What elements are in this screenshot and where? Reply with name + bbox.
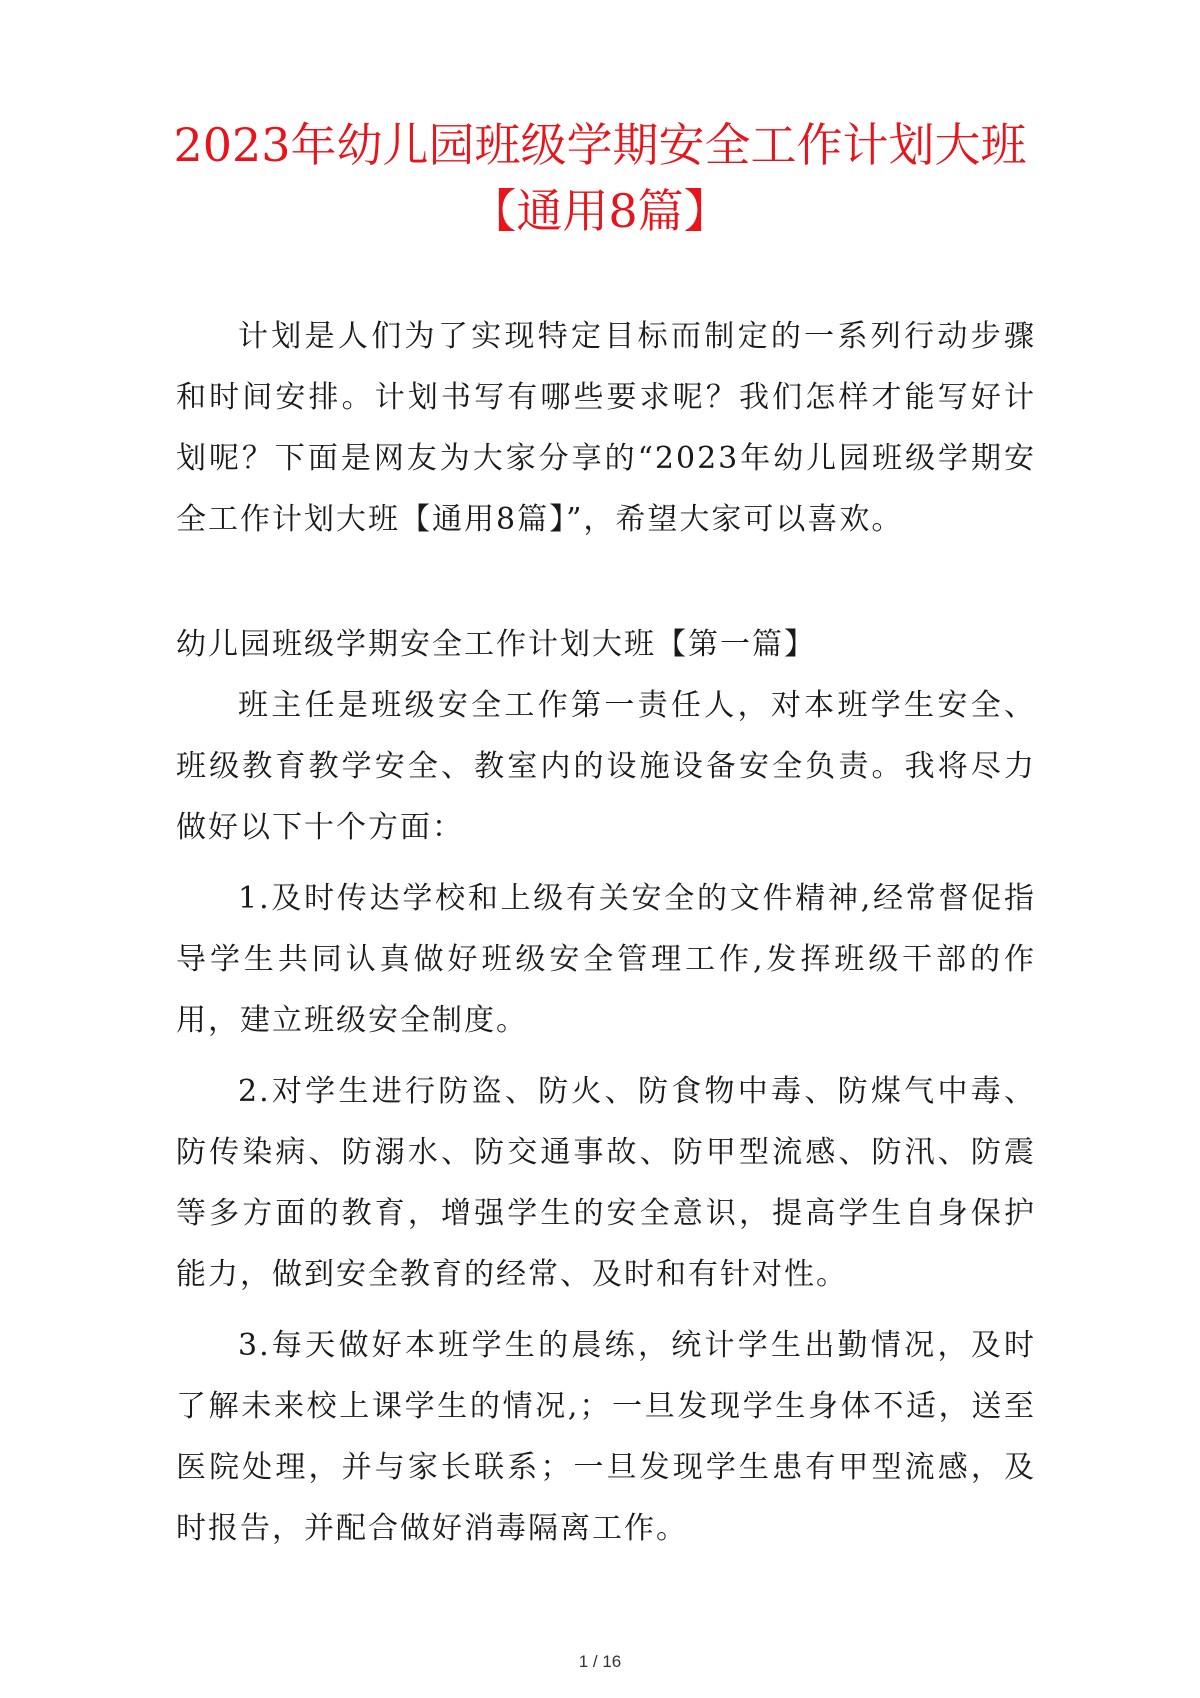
document-body — [176, 306, 1036, 1559]
section-heading: 幼儿园班级学期安全工作计划大班【第一篇】 — [176, 627, 816, 662]
page-number: 1 / 16 — [578, 1652, 622, 1671]
list-item-2: 2.对学生进行防盗、防火、防食物中毒、防煤气中毒、防传染病、防溺水、防交通事故、防甲型流感、防汛、防震等多方面的教育，增强学生的安全意识，提高学生自身保护能力，做到安全教育的经常、及时和有针对性。 — [176, 1074, 1036, 1292]
intro-paragraph: 计划是人们为了实现特定目标而制定的一系列行动步骤和时间安排。计划书写有哪些要求呢？我们怎样才能写好计划呢？下面是网友为大家分享的“2023年幼儿园班级学期安全工作计划大班【通用8篇】”，希望大家可以喜欢。 — [176, 319, 1036, 537]
list-item-3: 3.每天做好本班学生的晨练，统计学生出勤情况，及时了解未来校上课学生的情况,；一旦发现学生身体不适，送至医院处理，并与家长联系；一旦发现学生患有甲型流感，及时报告，并配合做好消毒隔离工作。 — [176, 1328, 1036, 1546]
body-paragraph: 班主任是班级安全工作第一责任人，对本班学生安全、班级教育教学安全、教室内的设施设备安全负责。我将尽力做好以下十个方面： — [176, 688, 1036, 845]
list-item-1: 1.及时传达学校和上级有关安全的文件精神,经常督促指导学生共同认真做好班级安全管理工作,发挥班级干部的作用，建立班级安全制度。 — [176, 881, 1036, 1038]
document-title: 2023年幼儿园班级学期安全工作计划大班【通用8篇】 — [173, 118, 1027, 238]
